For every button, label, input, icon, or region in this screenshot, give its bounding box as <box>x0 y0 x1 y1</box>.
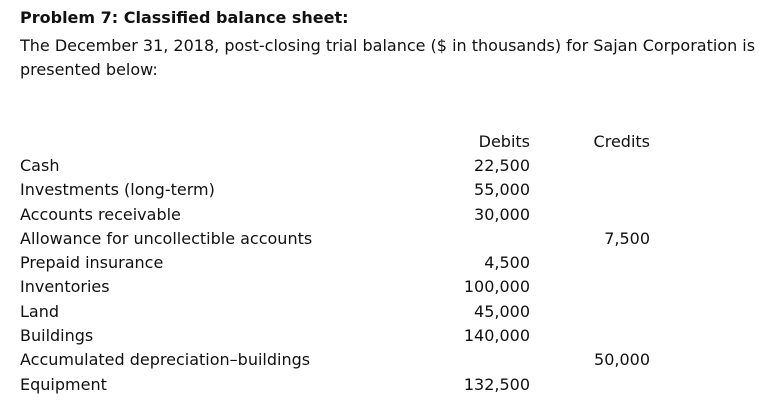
trial-balance-table <box>20 154 780 397</box>
table-row <box>20 178 780 202</box>
account-name: Buildings <box>20 326 94 346</box>
problem-title: Problem 7: Classified balance sheet: <box>20 8 349 27</box>
debit-amount: 100,000 <box>463 277 530 297</box>
table-row <box>20 300 780 324</box>
credit-amount: 50,000 <box>594 350 650 370</box>
debit-amount: 4,500 <box>484 253 530 273</box>
debit-amount: 140,000 <box>463 326 530 346</box>
debit-amount: 45,000 <box>474 301 530 321</box>
account-name: Cash <box>20 156 60 175</box>
debit-amount: 22,500 <box>474 156 530 175</box>
credits-header: Credits <box>593 132 650 151</box>
account-name: Inventories <box>20 277 110 297</box>
account-name: Accumulated depreciation–buildings <box>20 350 311 370</box>
debit-amount: 55,000 <box>474 180 530 200</box>
table-row <box>20 227 780 251</box>
account-name: Allowance for uncollectible accounts <box>20 228 313 248</box>
account-name: Equipment <box>20 374 107 394</box>
account-name: Land <box>20 301 60 321</box>
debit-amount: 132,500 <box>463 374 530 394</box>
table-row <box>20 373 780 397</box>
account-name: Investments (long-term) <box>20 180 215 200</box>
credit-amount: 7,500 <box>604 228 650 248</box>
table-row <box>20 251 780 275</box>
table-row <box>20 348 780 372</box>
table-row <box>20 275 780 299</box>
debit-amount: 30,000 <box>474 204 530 224</box>
account-name: Prepaid insurance <box>20 253 164 273</box>
account-name: Accounts receivable <box>20 204 181 224</box>
problem-intro: The December 31, 2018, post-closing trial balance ($ in thousands) for Sajan Corporation is presented below: <box>20 36 756 79</box>
table-row <box>20 154 780 178</box>
table-row <box>20 324 780 348</box>
debits-header: Debits <box>478 132 530 151</box>
table-row <box>20 203 780 227</box>
